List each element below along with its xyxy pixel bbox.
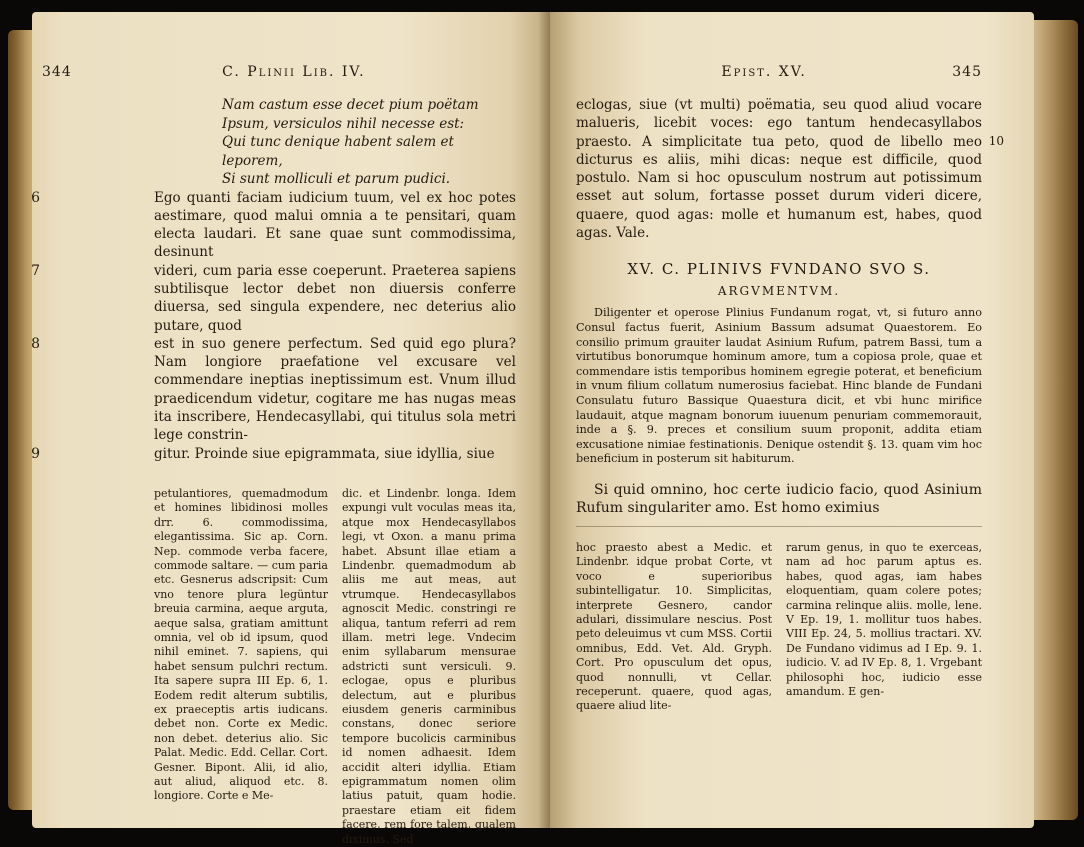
- footnote-divider: [576, 526, 982, 527]
- footnote-column: rarum genus, in quo te exerceas, nam ad hoc parum aptus es. habes, quod agas, iam habes eloquentiam, quam colere potes; carmina relinque aliis. molle, lene. V Ep. 19, 1. mollitur tuos habes. VIII Ep. 24, 5. mollius tractari. XV. De Fundano vidimus ad I Ep. 9. 1. iudicio. V. ad IV Ep. 8, 1. Vrgebant philosophi hoc, iudicio esse amandum. E gen-: [786, 540, 982, 698]
- poem-line: Qui tunc denique habent salem et leporem,: [222, 134, 454, 169]
- right-opening-text: [576, 96, 1004, 242]
- right-running-head: [576, 64, 982, 80]
- argumentum-label: ARGVMENTVM.: [717, 284, 841, 299]
- section-number: 6: [31, 189, 40, 206]
- footnote-column: petulantiores, quemadmodum et homines libidinosi molles drr. 6. commodissima, elegantissima. Sic ap. Corn. Nep. commode verba facere, commode saltare. — cum paria etc. Gesnerus adscripsit: Cum vno tenore plura legüntur breuia carmina, aeque arguta, aeque salsa, gratiam amittunt omnia, vel ob id ipsum, quod nihil eminet. 7. sapiens, qui habet sensum pulchri rectum. Ita sapere supra III Ep. 6, 1. Eodem redit alterum subtilis, ex praeceptis artis iudicans. debet non. Corte ex Medic. non debet. deterius alio. Sic Palat. Medic. Edd. Cellar. Cort. Gesner. Bipont. Alii, id alio, aut aliud, aliquod etc. 8. longiore. Corte e Me-: [154, 486, 328, 803]
- right-page-number: 345: [952, 64, 982, 80]
- footnote-column: dic. et Lindenbr. longa. Idem expungi vult voculas meas ita, atque mox Hendecasyllabos legi, vt Oxon. a manu prima habet. Absunt illae etiam a Lindenbr. quemadmodum ab aliis me aut meas, aut vtrumque. Hendecasyllabos agnoscit Medic. constringi re aliqua, tantum referri ad rem illam. metri lege. Vndecim enim syllabarum mensurae adstricti sunt versiculi. 9. eclogae, opus e pluribus delectum, aut e pluribus eiusdem generis carminibus constans, donec seriore tempore bucolicis carminibus id nomen adhaesit. Idem accidit alteri idyllia. Etiam epigrammatum nomen olim latius patuit, quam hodie. praestare etiam eit fidem facere, rem fore talem, qualem diximus. Sed: [342, 486, 516, 846]
- section-number: 9: [31, 445, 40, 462]
- chapter-title: XV. C. PLINIVS FVNDANO SVO S.: [627, 260, 931, 279]
- left-running-head: [42, 64, 516, 80]
- section-number: 7: [31, 262, 40, 279]
- right-page: [550, 12, 1034, 828]
- section-text: videri, cum paria esse coeperunt. Praeterea sapiens subtilisque lector debet non diuersis conferre diuersa, sed singula expendere, nec deterius alio putare, quod: [154, 262, 516, 334]
- left-running-title: C. Plinii Lib. IV.: [222, 64, 366, 80]
- book-edge-right: [1028, 20, 1078, 820]
- section-text: gitur. Proinde siue epigrammata, siue idyllia, siue: [154, 445, 495, 462]
- right-running-title: Epist. XV.: [721, 64, 807, 80]
- letter-opening: Si quid omnino, hoc certe iudicio facio, quod Asinium Rufum singulariter amo. Est homo eximius: [576, 481, 982, 517]
- section-text: Ego quanti faciam iudicium tuum, vel ex hoc potes aestimare, quod malui omnia a te pensitari, quam electa laudari. Et sane quae sunt commodissima, desinunt: [154, 189, 516, 261]
- section-number: 8: [31, 335, 40, 352]
- left-page: [31, 12, 550, 846]
- poem-line: Ipsum, versiculos nihil necesse est:: [222, 115, 465, 132]
- section-text: est in suo genere perfectum. Sed quid ego plura? Nam longiore praefatione vel excusare vel commendare ineptias ineptissimum est. Vnum illud praedicendum videtur, cogitare me has nugas meas ita inscribere, Hendecasyllabi, qui titulus sola metri lege constrin-: [154, 335, 516, 444]
- poem-quotation: [222, 96, 516, 189]
- left-footnotes: [154, 487, 516, 847]
- right-footnotes: [576, 541, 982, 714]
- opening-paragraph: eclogas, siue (vt multi) poëmatia, seu quod aliud vocare malueris, licebit voces: ego tantum hendecasyllabos praesto. A simplicitate tua peto, quod de libello meo dicturus es aliis, mihi dicas: neque est difficile, quod postulo. Nam si hoc opusculum nostrum aut potissimum esset aut solum, fortasse posset durum videri dicere, quaere, quod agas: molle et humanum est, habes, quod agas. Vale.: [576, 97, 982, 242]
- poem-line: Nam castum esse decet pium poëtam: [222, 97, 479, 113]
- left-main-text: [31, 189, 516, 463]
- argumentum-text: Diligenter et operose Plinius Fundanum rogat, vt, si futuro anno Consul factus fuerit, Asinium Bassum adsumat Quaestorem. Eo consilio primum grauiter laudat Asinium Rufum, patrem Bassi, tum a virtutibus bonorumque hominum amore, tum a copiosa prole, quae et commendare istis temporibus hominem egregie poterat, et beneficium in vnum filium collatum numerosius faciebat. Hinc blande de Fundani Consulatu futuro Bassique Quaestura dicit, et vbi hunc mirifice laudauit, atque magnam bonorum iuuenum penuriam commemorauit, inde a §. 9. preces et consilium suum proponit, addita etiam excusatione nimiae festinationis. Denique ostendit §. 13. quam vim hoc beneficium in posterum sit habiturum.: [576, 306, 982, 466]
- left-page-number: 344: [42, 64, 72, 80]
- poem-line: Si sunt molliculi et parum pudici.: [222, 171, 451, 187]
- footnote-column: hoc praesto abest a Medic. et Lindenbr. idque probat Corte, vt voco e superioribus subintelligatur. 10. Simplicitas, interprete Gesnero, candor adulari, dissimulare nescius. Post peto deleuimus vt cum MSS. Cortii omnibus, Edd. Vet. Ald. Gryph. Cort. Pro opusculum det opus, quod nonnulli, vt Cellar. receperunt. quaere, quod agas, quaere aliud lite-: [576, 540, 772, 713]
- margin-number: 10: [988, 134, 1004, 148]
